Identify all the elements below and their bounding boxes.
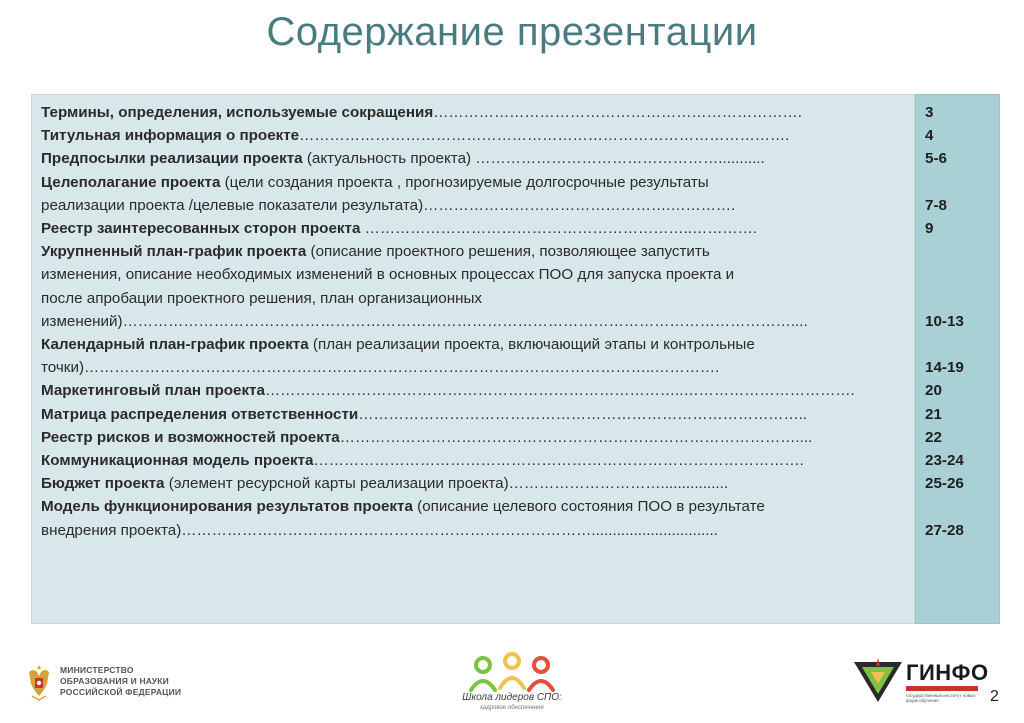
- ginfo-tagline: государственный институт новых форм обучения: [906, 693, 976, 703]
- toc-page-number: 3: [925, 104, 934, 121]
- toc-entry-text: (описание проектного решения, позволяющее запустить: [306, 243, 710, 261]
- coat-of-arms-icon: [24, 662, 54, 702]
- toc-line: [41, 519, 901, 542]
- toc-entry-text: (описание целевого состояния ПОО в результате: [412, 498, 765, 516]
- ginfo-logo-icon: [852, 658, 904, 704]
- toc-entry-title: Укрупненный план-график проекта: [41, 243, 307, 261]
- toc-page-number: 14-19: [925, 359, 964, 377]
- school-leaders-subtitle: кадровое обеспечение: [480, 705, 544, 711]
- ministry-name: МИНИСТЕРСТВО ОБРАЗОВАНИЯ И НАУКИ РОССИЙСКОЙ ФЕДЕРАЦИИ: [60, 665, 182, 697]
- toc-entry-text: ……………………………………………………………………………..: [358, 405, 808, 423]
- toc-entry-text: внедрения проекта)………………………………………………………………………..............................: [41, 521, 718, 539]
- toc-entry-text: ………………………………………………………………………..…………………………….: [264, 382, 855, 400]
- toc-entry-title: Модель функционирования результатов проекта: [41, 498, 413, 516]
- toc-line: [41, 310, 901, 333]
- toc-entry-title: Матрица распределения ответственности: [41, 405, 359, 423]
- toc-entry-text: после апробации проектного решения, план организационных: [41, 289, 483, 307]
- toc-page-number: 9: [925, 220, 934, 237]
- toc-line: [41, 124, 901, 147]
- toc-line: [41, 333, 901, 356]
- toc-entry-text: ………………………………………………………..………….: [360, 220, 757, 238]
- slide-number: 2: [990, 688, 999, 705]
- toc-line: [41, 356, 901, 379]
- toc-page-number: 7-8: [925, 196, 947, 214]
- toc-line: [41, 495, 901, 518]
- toc-page-number: 21: [925, 405, 942, 423]
- toc-entry-text: …………………………………………………………………………………….: [313, 452, 804, 470]
- toc-entry-text: точки)…………………………………………………………………………………………………..………….: [41, 359, 720, 377]
- toc-entry-title: Титульная информация о проекте: [41, 127, 300, 145]
- toc-line: [41, 449, 901, 472]
- toc-entry-text: изменения, описание необходимых изменений в основных процессах ПОО для запуска проекта и: [41, 266, 735, 284]
- toc-entry-title: Термины, определения, используемые сокращения: [41, 104, 434, 121]
- toc-line: [41, 194, 901, 217]
- toc-page-number: 27-28: [925, 521, 964, 539]
- toc-entry-title: Реестр заинтересованных сторон проекта: [41, 220, 361, 238]
- page-numbers-panel: [915, 94, 1000, 624]
- toc-entry-title: Целеполагание проекта: [41, 173, 221, 191]
- toc-entry-title: Предпосылки реализации проекта: [41, 150, 303, 168]
- toc-entry-title: Реестр рисков и возможностей проекта: [41, 428, 340, 446]
- toc-line: [41, 426, 901, 449]
- toc-line: [41, 403, 901, 426]
- toc-entry-text: изменений)……………………………………………………………………………………………………………………....: [41, 312, 808, 330]
- page-title: Содержание презентации: [266, 10, 758, 54]
- toc-panel: [31, 94, 915, 624]
- toc-page-number: 20: [925, 382, 942, 400]
- toc-page-number: 5-6: [925, 150, 947, 168]
- toc-entry-text: (план реализации проекта, включающий этапы и контрольные: [308, 336, 755, 354]
- toc-entry-text: ………………………………………………………………………………....: [339, 428, 813, 446]
- toc-page-number: 25-26: [925, 475, 964, 493]
- school-leaders-logo-icon: [469, 652, 555, 692]
- toc-page-number: 23-24: [925, 452, 964, 469]
- toc-entry-text: реализации проекта /целевые показатели результата)………………………………………….………….: [41, 196, 736, 214]
- ginfo-accent-bar: [906, 686, 978, 691]
- toc-entry-title: Календарный план-график проекта: [41, 336, 309, 354]
- toc-line: [41, 171, 901, 194]
- toc-entry-title: Маркетинговый план проекта: [41, 382, 265, 400]
- toc-line: [41, 472, 901, 495]
- toc-entry-text: (элемент ресурсной карты реализации проекта)…………………………................: [164, 475, 729, 493]
- toc-line: [41, 240, 901, 263]
- toc-entry-title: Бюджет проекта: [41, 475, 165, 493]
- toc-entry-text: ……………………………………………………………….: [433, 104, 802, 121]
- toc-line: [41, 217, 901, 240]
- toc-line: [41, 263, 901, 286]
- school-leaders-name: Школа лидеров СПО:: [462, 692, 562, 703]
- toc-page-number: 10-13: [925, 312, 964, 330]
- toc-entries: [41, 101, 901, 542]
- toc-line: [41, 147, 901, 170]
- toc-entry-text: …………………………………………………………………………………….: [299, 127, 790, 145]
- footer: [0, 640, 1024, 723]
- toc-page-number: 4: [925, 127, 934, 145]
- toc-line: [41, 101, 901, 124]
- toc-line: [41, 379, 901, 402]
- toc-line: [41, 287, 901, 310]
- toc-page-number: 22: [925, 428, 942, 446]
- toc-entry-title: Коммуникационная модель проекта: [41, 452, 314, 470]
- toc-entry-text: (актуальность проекта) …………………………………………...........: [302, 150, 765, 168]
- ginfo-name: ГИНФО: [906, 660, 989, 685]
- toc-entry-text: (цели создания проекта , прогнозируемые долгосрочные результаты: [220, 173, 709, 191]
